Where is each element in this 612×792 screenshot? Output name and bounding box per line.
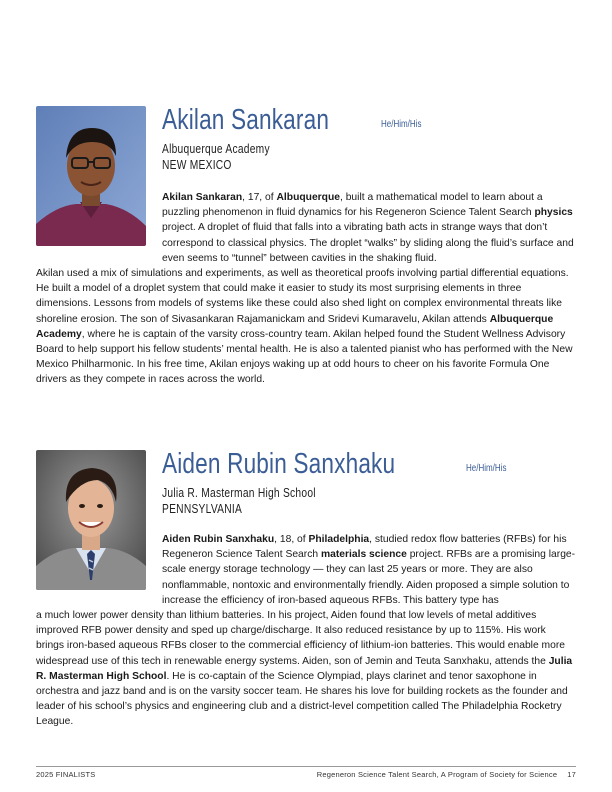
bio-text: . He is co-captain of the Science Olympiad, plays clarinet and tenor saxophone in orchestra and jazz band and is on the varsity soccer team. He shares his love for building rockets as the founder and leader of his school’s physics and engineering club and a district-level competition called The Philadelphia Rocketry League. (36, 670, 568, 728)
bio-indented (36, 190, 576, 266)
school-name: Albuquerque Academy (162, 142, 270, 156)
bio-bold-text: Akilan Sankaran (162, 192, 243, 203)
bio-text: project. RFBs are a promising large-scale energy storage technology — they can last 25 years or more. They are also nonflammable, nontoxic and environmentally friendly. Aiden proposed a simple solution to increase the efficiency of iron-based aqueous RFBs. This battery type has (162, 549, 576, 606)
profile-header (162, 106, 431, 173)
bio-bold-text: Albuquerque (276, 192, 340, 203)
finalist-name: Akilan Sankaran (162, 104, 330, 136)
bio-bold-text: physics (534, 207, 573, 219)
bio-paragraph (36, 190, 576, 388)
finalist-name: Aiden Rubin Sanxhaku (162, 448, 396, 480)
page-number: 17 (567, 770, 576, 779)
pronouns: He/Him/His (380, 119, 422, 130)
state-name: PENNSYLVANIA (162, 502, 243, 516)
bio-bold-text: Aiden Rubin Sanxhaku (162, 534, 275, 545)
bio-bold-text: Albuquerque Academy (36, 313, 554, 340)
bio-full-width (36, 610, 572, 727)
page-footer (36, 766, 576, 779)
bio-paragraph (36, 532, 576, 730)
bio-bold-text: Julia R. Masterman High School (36, 655, 573, 682)
bio-text: , 17, of (242, 192, 277, 203)
bio-bold-text: Philadelphia (308, 534, 370, 545)
bio-full-width (36, 268, 573, 385)
footer-program-title: Regeneron Science Talent Search, A Program of Society for Science (316, 770, 558, 779)
footer-publication (317, 770, 576, 779)
bio-text: , 18, of (274, 534, 309, 545)
footer-section-label: 2025 FINALISTS (36, 770, 96, 779)
bio-text: a much lower power density than lithium batteries. In his project, Aiden found that low levels of metal additives improved RFB power density and sped up charge/discharge. It also reduced resistance by up to 115%. His work brings iron-based aqueous RFBs closer to the commercial efficiency of lithium-ion batteries. This would enable more widespread use of this tech in renewable energy systems. Aiden, son of Jemin and Teuta Sanxhaku, attends the (36, 610, 566, 667)
pronouns: He/Him/His (465, 463, 506, 474)
bio-bold-text: materials science (320, 549, 407, 561)
state-name: NEW MEXICO (162, 158, 232, 172)
bio-text: , built a mathematical model to learn about a puzzling phenomenon in fluid dynamics for his Regeneron Science Talent Search (162, 192, 543, 219)
profile-header (162, 450, 516, 517)
bio-text: , studied redox flow batteries (RFBs) for his Regeneron Science Talent Search (162, 534, 567, 561)
school-name: Julia R. Masterman High School (162, 486, 316, 500)
bio-text: , where he is captain of the varsity cross-country team. Akilan helped found the Student Wellness Advisory Board to help support his fellow students’ mental health. He is also a talented pianist who has performed with the New Mexico Philharmonic. In his free time, Akilan enjoys waking up at odd hours to cheer on his favorite Formula One drivers as they compete in races across the world. (36, 328, 573, 386)
bio-text: Akilan used a mix of simulations and experiments, as well as theoretical proofs involving partial differential equations. He built a model of a droplet system that could make it easier to study its most surprising elements in three dimensions. Lessons from models of systems like these could also shed light on complex environmental threats like shoreline erosion. The son of Sivasankaran Rajamanickam and Sridevi Kumaravelu, Akilan attends (36, 268, 569, 325)
bio-indented (36, 532, 576, 608)
bio-text: project. A droplet of fluid that falls into a vibrating bath acts in strange ways that don’t correspond to classical physics. The droplet “walks” by sliding along the fluid’s surface and even seems to “tunnel” between cavities in the shaking fluid. (162, 222, 574, 264)
